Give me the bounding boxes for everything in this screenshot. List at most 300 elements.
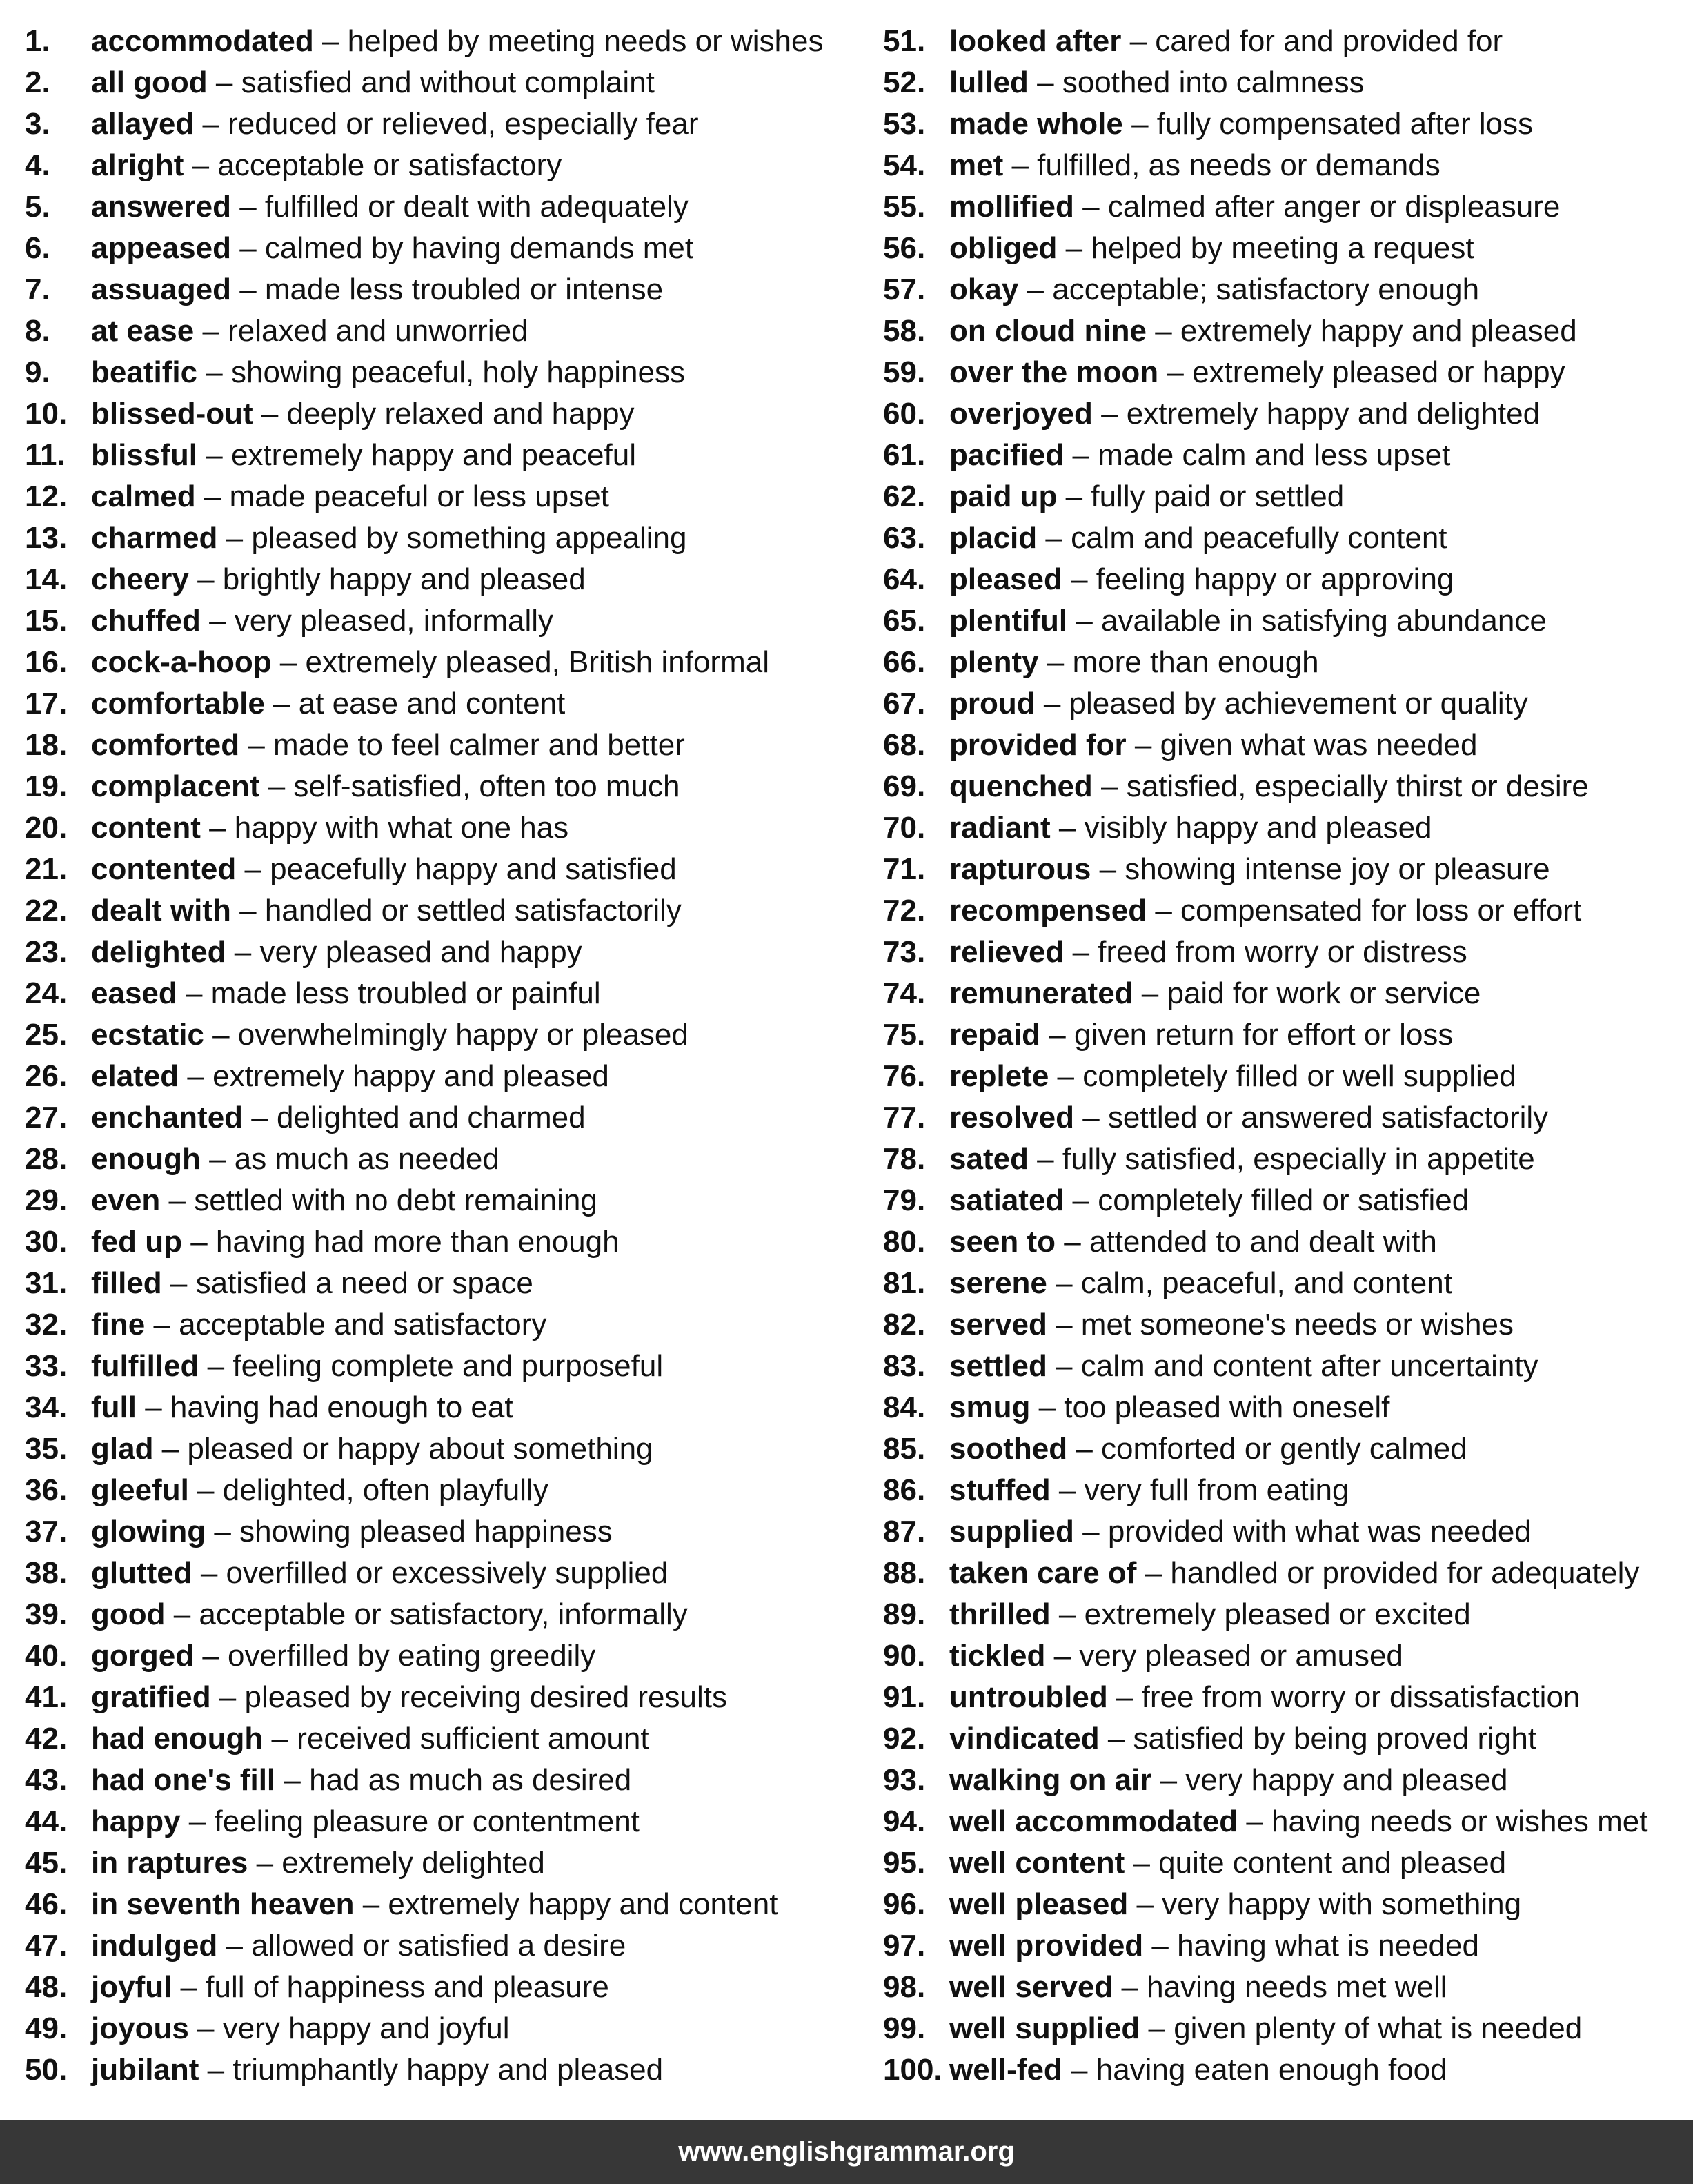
entry-definition: – having needs met well xyxy=(1113,1970,1447,2004)
word-entry xyxy=(25,1428,860,1470)
word-entry xyxy=(25,807,860,849)
entry-number: 74. xyxy=(883,976,926,1010)
entry-definition: – available in satisfying abundance xyxy=(1067,604,1547,638)
word-entry xyxy=(25,1180,860,1221)
entry-definition: – soothed into calmness xyxy=(1028,66,1365,99)
word-list-left-column xyxy=(25,21,860,2091)
word-entry xyxy=(25,1677,860,1718)
entry-text xyxy=(949,1511,1532,1553)
word-entry xyxy=(883,352,1683,393)
entry-number: 39. xyxy=(25,1597,68,1631)
entry-definition: – fulfilled or dealt with adequately xyxy=(230,190,689,224)
word-entry xyxy=(25,393,860,435)
entry-text xyxy=(949,1014,1453,1056)
entry-word: proud xyxy=(949,687,1036,720)
entry-word: vindicated xyxy=(949,1722,1100,1755)
word-entry xyxy=(25,1263,860,1304)
entry-number: 48. xyxy=(25,1970,68,2004)
word-entry xyxy=(25,228,860,269)
entry-number: 49. xyxy=(25,2011,68,2045)
entry-word: contented xyxy=(91,852,237,886)
entry-number: 79. xyxy=(883,1183,926,1217)
entry-word: paid up xyxy=(949,480,1058,513)
word-entry xyxy=(883,1387,1683,1428)
entry-definition: – met someone's needs or wishes xyxy=(1047,1308,1514,1341)
word-entry xyxy=(883,1014,1683,1056)
entry-text xyxy=(949,642,1319,683)
entry-definition: – feeling complete and purposeful xyxy=(199,1349,664,1383)
word-entry xyxy=(25,725,860,766)
entry-number: 55. xyxy=(883,190,926,224)
entry-text xyxy=(91,642,769,683)
entry-number: 21. xyxy=(25,852,68,886)
entry-definition: – received sufficient amount xyxy=(263,1722,649,1755)
entry-number: 80. xyxy=(883,1225,926,1259)
entry-word: ecstatic xyxy=(91,1018,204,1052)
entry-text xyxy=(91,145,562,186)
entry-word: blissed-out xyxy=(91,397,253,431)
entry-text xyxy=(949,311,1577,352)
entry-definition: – calm, peaceful, and content xyxy=(1047,1266,1452,1300)
entry-definition: – showing pleased happiness xyxy=(206,1515,613,1548)
entry-definition: – fulfilled, as needs or demands xyxy=(1003,148,1440,182)
entry-number: 85. xyxy=(883,1432,926,1466)
entry-word: served xyxy=(949,1308,1047,1341)
entry-number: 46. xyxy=(25,1887,68,1921)
word-entry xyxy=(25,145,860,186)
word-entry xyxy=(883,973,1683,1014)
entry-word: lulled xyxy=(949,66,1029,99)
entry-definition: – calmed after anger or displeasure xyxy=(1073,190,1561,224)
entry-number: 61. xyxy=(883,438,926,472)
entry-word: glutted xyxy=(91,1556,192,1590)
word-entry xyxy=(25,2008,860,2049)
entry-word: pacified xyxy=(949,438,1065,472)
word-entry xyxy=(25,559,860,600)
entry-text xyxy=(949,1263,1452,1304)
entry-word: dealt with xyxy=(91,894,231,927)
word-entry xyxy=(25,186,860,228)
word-entry xyxy=(883,849,1683,890)
entry-text xyxy=(91,2049,663,2091)
entry-word: appeased xyxy=(91,231,231,265)
entry-word: delighted xyxy=(91,935,226,969)
entry-word: indulged xyxy=(91,1929,218,1962)
entry-text xyxy=(949,104,1533,145)
entry-word: calmed xyxy=(91,480,196,513)
entry-text xyxy=(91,186,689,228)
entry-definition: – overfilled by eating greedily xyxy=(194,1639,596,1673)
entry-definition: – given plenty of what is needed xyxy=(1140,2011,1583,2045)
entry-number: 99. xyxy=(883,2011,926,2045)
word-entry xyxy=(883,1139,1683,1180)
entry-word: plenty xyxy=(949,645,1039,679)
entry-number: 12. xyxy=(25,480,68,513)
entry-text xyxy=(949,1884,1521,1925)
entry-word: well served xyxy=(949,1970,1113,2004)
entry-definition: – satisfied by being proved right xyxy=(1099,1722,1537,1755)
entry-text xyxy=(91,1304,546,1346)
entry-definition: – showing peaceful, holy happiness xyxy=(197,355,685,389)
word-entry xyxy=(25,1760,860,1801)
entry-word: serene xyxy=(949,1266,1047,1300)
entry-definition: – paid for work or service xyxy=(1133,976,1481,1010)
entry-word: thrilled xyxy=(949,1597,1051,1631)
entry-definition: – completely filled or well supplied xyxy=(1049,1059,1516,1093)
entry-number: 82. xyxy=(883,1308,926,1341)
entry-word: overjoyed xyxy=(949,397,1093,431)
entry-number: 100. xyxy=(883,2053,942,2087)
entry-word: filled xyxy=(91,1266,162,1300)
entry-text xyxy=(91,683,565,725)
entry-word: well-fed xyxy=(949,2053,1062,2087)
entry-number: 83. xyxy=(883,1349,926,1383)
entry-definition: – having had more than enough xyxy=(181,1225,620,1259)
entry-definition: – visibly happy and pleased xyxy=(1050,811,1432,845)
entry-text xyxy=(949,228,1474,269)
entry-text xyxy=(91,21,823,62)
entry-word: comforted xyxy=(91,728,240,762)
word-entry xyxy=(883,1180,1683,1221)
entry-word: repaid xyxy=(949,1018,1041,1052)
word-entry xyxy=(25,1056,860,1097)
entry-number: 37. xyxy=(25,1515,68,1548)
entry-text xyxy=(91,104,699,145)
word-entry xyxy=(883,1967,1683,2008)
entry-definition: – settled with no debt remaining xyxy=(160,1183,597,1217)
entry-number: 57. xyxy=(883,273,926,306)
entry-text xyxy=(91,1553,668,1594)
entry-word: met xyxy=(949,148,1004,182)
entry-text xyxy=(949,393,1540,435)
word-entry xyxy=(883,1884,1683,1925)
entry-text xyxy=(91,1056,609,1097)
entry-number: 20. xyxy=(25,811,68,845)
entry-text xyxy=(91,1097,586,1139)
entry-word: well provided xyxy=(949,1929,1144,1962)
entry-word: cock-a-hoop xyxy=(91,645,272,679)
entry-definition: – handled or provided for adequately xyxy=(1136,1556,1640,1590)
entry-definition: – helped by meeting a request xyxy=(1057,231,1474,265)
entry-text xyxy=(949,1097,1548,1139)
entry-text xyxy=(91,1760,631,1801)
entry-number: 30. xyxy=(25,1225,68,1259)
word-entry xyxy=(883,683,1683,725)
entry-number: 90. xyxy=(883,1639,926,1673)
entry-text xyxy=(949,435,1450,476)
entry-definition: – attended to and dealt with xyxy=(1056,1225,1437,1259)
entry-text xyxy=(949,476,1344,518)
entry-text xyxy=(91,1801,640,1842)
word-entry xyxy=(883,476,1683,518)
entry-text xyxy=(949,1221,1437,1263)
entry-number: 45. xyxy=(25,1846,68,1880)
word-entry xyxy=(883,269,1683,311)
entry-definition: – as much as needed xyxy=(200,1142,499,1176)
entry-text xyxy=(91,1677,727,1718)
entry-definition: – extremely delighted xyxy=(248,1846,545,1880)
entry-word: in seventh heaven xyxy=(91,1887,355,1921)
entry-definition: – extremely happy and pleased xyxy=(179,1059,609,1093)
entry-number: 93. xyxy=(883,1763,926,1797)
entry-number: 41. xyxy=(25,1680,68,1714)
word-entry xyxy=(883,1718,1683,1760)
entry-word: fine xyxy=(91,1308,146,1341)
entry-word: even xyxy=(91,1183,161,1217)
entry-definition: – having what is needed xyxy=(1143,1929,1479,1962)
entry-text xyxy=(91,807,568,849)
entry-number: 15. xyxy=(25,604,68,638)
entry-definition: – fully satisfied, especially in appetite xyxy=(1028,1142,1535,1176)
entry-word: satiated xyxy=(949,1183,1065,1217)
word-entry xyxy=(883,1511,1683,1553)
entry-number: 28. xyxy=(25,1142,68,1176)
entry-definition: – satisfied, especially thirst or desire xyxy=(1092,769,1589,803)
word-entry xyxy=(883,104,1683,145)
entry-text xyxy=(949,1387,1389,1428)
entry-number: 96. xyxy=(883,1887,926,1921)
entry-definition: – triumphantly happy and pleased xyxy=(199,2053,664,2087)
word-entry xyxy=(883,1056,1683,1097)
entry-word: taken care of xyxy=(949,1556,1137,1590)
entry-definition: – given return for effort or loss xyxy=(1040,1018,1454,1052)
entry-number: 68. xyxy=(883,728,926,762)
word-entry xyxy=(883,1097,1683,1139)
entry-number: 7. xyxy=(25,273,50,306)
word-entry xyxy=(883,2008,1683,2049)
entry-word: quenched xyxy=(949,769,1093,803)
entry-text xyxy=(91,1014,689,1056)
entry-number: 26. xyxy=(25,1059,68,1093)
entry-number: 9. xyxy=(25,355,50,389)
entry-text xyxy=(949,1470,1349,1511)
entry-number: 59. xyxy=(883,355,926,389)
entry-definition: – feeling happy or approving xyxy=(1062,562,1454,596)
word-entry xyxy=(25,1097,860,1139)
entry-word: tickled xyxy=(949,1639,1046,1673)
entry-text xyxy=(91,1387,513,1428)
entry-text xyxy=(949,1760,1508,1801)
word-entry xyxy=(883,186,1683,228)
entry-word: untroubled xyxy=(949,1680,1108,1714)
word-entry xyxy=(25,1967,860,2008)
entry-word: all good xyxy=(91,66,208,99)
entry-number: 16. xyxy=(25,645,68,679)
word-entry xyxy=(25,973,860,1014)
entry-number: 19. xyxy=(25,769,68,803)
entry-number: 53. xyxy=(883,107,926,141)
entry-number: 75. xyxy=(883,1018,926,1052)
entry-number: 47. xyxy=(25,1929,68,1962)
entry-definition: – pleased or happy about something xyxy=(153,1432,653,1466)
word-entry xyxy=(25,1387,860,1428)
entry-word: enchanted xyxy=(91,1101,244,1134)
entry-text xyxy=(949,725,1477,766)
entry-definition: – extremely happy and delighted xyxy=(1092,397,1541,431)
entry-number: 98. xyxy=(883,1970,926,2004)
entry-text xyxy=(91,1221,620,1263)
word-entry xyxy=(25,352,860,393)
entry-definition: – showing intense joy or pleasure xyxy=(1091,852,1550,886)
entry-number: 36. xyxy=(25,1473,68,1507)
entry-word: beatific xyxy=(91,355,198,389)
entry-number: 18. xyxy=(25,728,68,762)
entry-definition: – brightly happy and pleased xyxy=(188,562,586,596)
entry-text xyxy=(91,1511,613,1553)
entry-text xyxy=(949,1304,1514,1346)
word-entry xyxy=(25,1925,860,1967)
word-entry xyxy=(25,1718,860,1760)
entry-text xyxy=(91,352,685,393)
entry-word: sated xyxy=(949,1142,1029,1176)
word-entry xyxy=(883,1470,1683,1511)
entry-definition: – provided with what was needed xyxy=(1073,1515,1532,1548)
entry-text xyxy=(949,766,1589,807)
entry-definition: – happy with what one has xyxy=(200,811,569,845)
entry-word: provided for xyxy=(949,728,1127,762)
entry-text xyxy=(949,2049,1447,2091)
word-entry xyxy=(25,104,860,145)
entry-number: 76. xyxy=(883,1059,926,1093)
entry-number: 34. xyxy=(25,1390,68,1424)
entry-word: on cloud nine xyxy=(949,314,1147,348)
entry-definition: – comforted or gently calmed xyxy=(1067,1432,1467,1466)
entry-word: resolved xyxy=(949,1101,1074,1134)
entry-text xyxy=(949,1718,1536,1760)
entry-text xyxy=(949,2008,1582,2049)
entry-word: recompensed xyxy=(949,894,1147,927)
entry-word: gorged xyxy=(91,1639,195,1673)
entry-text xyxy=(91,1594,688,1635)
word-entry xyxy=(883,2049,1683,2091)
entry-text xyxy=(91,849,677,890)
entry-text xyxy=(91,62,655,104)
word-entry xyxy=(883,21,1683,62)
entry-number: 77. xyxy=(883,1101,926,1134)
entry-word: soothed xyxy=(949,1432,1068,1466)
word-entry xyxy=(883,766,1683,807)
entry-number: 33. xyxy=(25,1349,68,1383)
entry-definition: – very happy with something xyxy=(1128,1887,1522,1921)
entry-text xyxy=(949,683,1528,725)
entry-text xyxy=(91,1925,626,1967)
entry-definition: – reduced or relieved, especially fear xyxy=(194,107,699,141)
entry-definition: – pleased by something appealing xyxy=(217,521,687,555)
word-entry xyxy=(25,21,860,62)
entry-word: glowing xyxy=(91,1515,206,1548)
word-entry xyxy=(25,1635,860,1677)
word-entry xyxy=(883,1594,1683,1635)
entry-word: obliged xyxy=(949,231,1058,265)
entry-number: 60. xyxy=(883,397,926,431)
entry-number: 8. xyxy=(25,314,50,348)
word-entry xyxy=(883,725,1683,766)
entry-number: 70. xyxy=(883,811,926,845)
entry-text xyxy=(91,600,553,642)
entry-number: 97. xyxy=(883,1929,926,1962)
entry-text xyxy=(949,1180,1469,1221)
word-entry xyxy=(25,1594,860,1635)
entry-word: jubilant xyxy=(91,2053,199,2087)
entry-definition: – extremely pleased or happy xyxy=(1158,355,1565,389)
entry-definition: – very pleased and happy xyxy=(226,935,582,969)
entry-number: 95. xyxy=(883,1846,926,1880)
entry-definition: – too pleased with oneself xyxy=(1030,1390,1390,1424)
entry-number: 24. xyxy=(25,976,68,1010)
entry-word: assuaged xyxy=(91,273,231,306)
entry-word: settled xyxy=(949,1349,1047,1383)
entry-text xyxy=(91,1180,597,1221)
entry-number: 92. xyxy=(883,1722,926,1755)
entry-text xyxy=(949,849,1550,890)
entry-text xyxy=(949,186,1560,228)
entry-definition: – very pleased, informally xyxy=(200,604,554,638)
entry-definition: – quite content and pleased xyxy=(1125,1846,1507,1880)
entry-definition: – acceptable or satisfactory xyxy=(184,148,562,182)
entry-number: 11. xyxy=(25,438,66,472)
entry-word: mollified xyxy=(949,190,1074,224)
entry-definition: – pleased by achievement or quality xyxy=(1035,687,1528,720)
entry-text xyxy=(91,1428,653,1470)
entry-number: 44. xyxy=(25,1804,68,1838)
entry-word: charmed xyxy=(91,521,218,555)
entry-definition: – extremely pleased, British informal xyxy=(271,645,769,679)
entry-number: 40. xyxy=(25,1639,68,1673)
entry-text xyxy=(949,1677,1580,1718)
word-entry xyxy=(25,642,860,683)
word-entry xyxy=(883,1428,1683,1470)
entry-number: 72. xyxy=(883,894,926,927)
word-entry xyxy=(883,1677,1683,1718)
word-entry xyxy=(883,1304,1683,1346)
entry-text xyxy=(91,1842,545,1884)
entry-word: had one's fill xyxy=(91,1763,276,1797)
entry-number: 91. xyxy=(883,1680,926,1714)
entry-text xyxy=(91,1346,663,1387)
entry-text xyxy=(91,1718,649,1760)
word-entry xyxy=(883,642,1683,683)
entry-text xyxy=(91,476,609,518)
entry-number: 17. xyxy=(25,687,68,720)
entry-text xyxy=(949,807,1432,849)
entry-word: gleeful xyxy=(91,1473,189,1507)
word-entry xyxy=(883,393,1683,435)
entry-word: remunerated xyxy=(949,976,1133,1010)
entry-word: cheery xyxy=(91,562,189,596)
entry-word: content xyxy=(91,811,201,845)
entry-text xyxy=(91,228,693,269)
word-entry xyxy=(25,1511,860,1553)
entry-word: answered xyxy=(91,190,231,224)
entry-definition: – overwhelmingly happy or pleased xyxy=(204,1018,689,1052)
word-entry xyxy=(883,1801,1683,1842)
entry-number: 94. xyxy=(883,1804,926,1838)
word-entry xyxy=(25,1884,860,1925)
entry-text xyxy=(949,269,1479,311)
entry-number: 43. xyxy=(25,1763,68,1797)
entry-definition: – helped by meeting needs or wishes xyxy=(313,24,824,58)
entry-text xyxy=(949,932,1467,973)
entry-word: well supplied xyxy=(949,2011,1140,2045)
entry-number: 38. xyxy=(25,1556,68,1590)
word-entry xyxy=(25,518,860,559)
entry-definition: – fully compensated after loss xyxy=(1122,107,1534,141)
word-entry xyxy=(25,1801,860,1842)
entry-definition: – having needs or wishes met xyxy=(1238,1804,1648,1838)
entry-definition: – overfilled or excessively supplied xyxy=(192,1556,669,1590)
entry-text xyxy=(949,352,1565,393)
word-entry xyxy=(25,1470,860,1511)
